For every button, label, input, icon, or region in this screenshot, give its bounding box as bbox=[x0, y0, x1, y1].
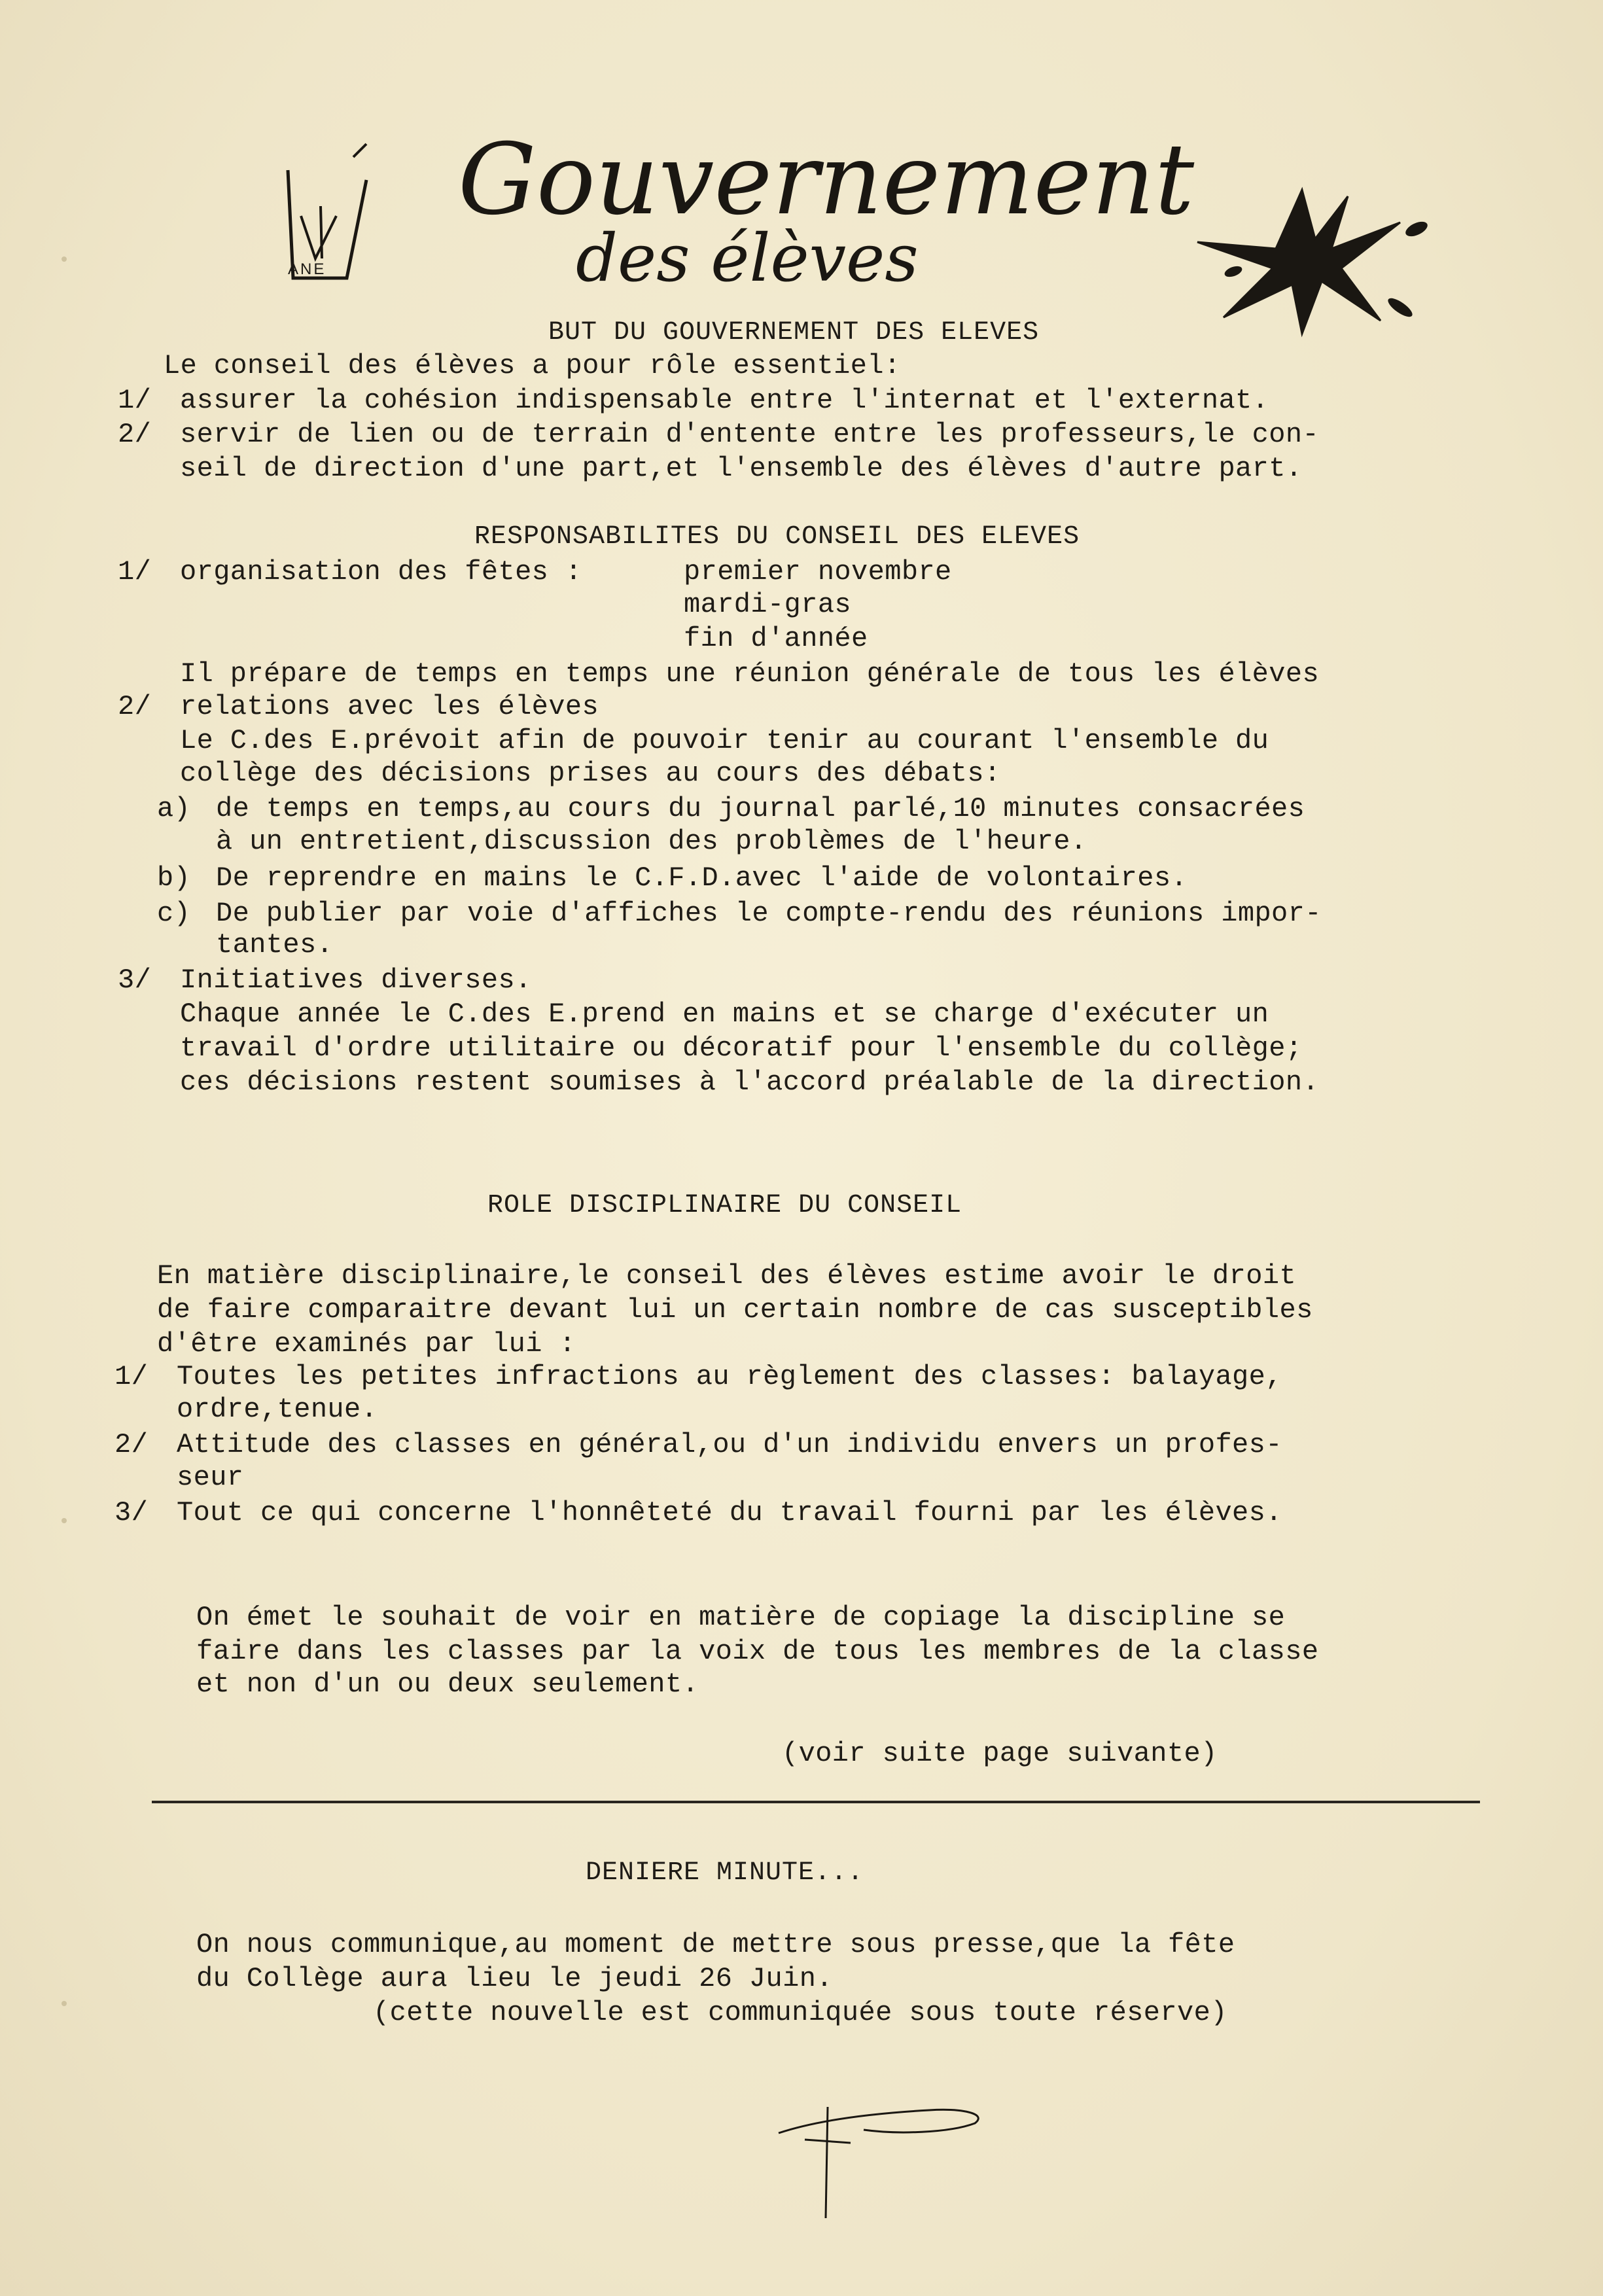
star-drawing bbox=[1184, 177, 1433, 347]
discipline-wish: et non d'un ou deux seulement. bbox=[196, 1669, 699, 1700]
resp-item-3-number: 3/ bbox=[118, 964, 152, 996]
discipline-item-2-line: Attitude des classes en général,ou d'un individu envers un profes- bbox=[177, 1429, 1282, 1460]
resp-item-2-number: 2/ bbox=[118, 691, 152, 722]
goal-item-1-line: assurer la cohésion indispensable entre l'internat et l'externat. bbox=[180, 385, 1269, 416]
section-discipline-heading: ROLE DISCIPLINAIRE DU CONSEIL bbox=[487, 1191, 962, 1220]
section-goal-heading: BUT DU GOUVERNEMENT DES ELEVES bbox=[548, 318, 1040, 347]
discipline-intro: d'être examinés par lui : bbox=[157, 1328, 576, 1360]
subitem-b-line: De reprendre en mains le C.F.D.avec l'aide de volontaires. bbox=[216, 862, 1188, 894]
subitem-b-letter: b) bbox=[157, 862, 191, 894]
subitem-a-line: de temps en temps,au cours du journal parlé,10 minutes consacrées bbox=[216, 793, 1305, 824]
signature-flourish bbox=[766, 2094, 1001, 2225]
goal-item-2-line: seil de direction d'une part,et l'ensemble des élèves d'autre part. bbox=[180, 453, 1303, 484]
resp-item-1-number: 1/ bbox=[118, 556, 152, 588]
resp-item-2-label: relations avec les élèves bbox=[180, 691, 599, 722]
resp-item-3-text: Chaque année le C.des E.prend en mains et se charge d'exécuter un bbox=[180, 998, 1269, 1030]
fete-item: premier novembre bbox=[684, 556, 952, 588]
discipline-item-1-number: 1/ bbox=[114, 1361, 149, 1392]
last-minute-line: On nous communique,au moment de mettre sous presse,que la fête bbox=[196, 1929, 1235, 1960]
last-minute-heading: DENIERE MINUTE... bbox=[586, 1858, 864, 1888]
discipline-intro: de faire comparaitre devant lui un certain nombre de cas susceptibles bbox=[157, 1294, 1313, 1326]
subitem-c-line: De publier par voie d'affiches le compte-rendu des réunions impor- bbox=[216, 898, 1322, 929]
resp-item-3-text: ces décisions restent soumises à l'accord préalable de la direction. bbox=[180, 1067, 1320, 1098]
subitem-a-letter: a) bbox=[157, 793, 191, 824]
resp-item-3-text: travail d'ordre utilitaire ou décoratif pour l'ensemble du collège; bbox=[180, 1033, 1303, 1064]
goal-item-1-number: 1/ bbox=[118, 385, 152, 416]
discipline-item-3-line: Tout ce qui concerne l'honnêteté du travail fourni par les élèves. bbox=[177, 1497, 1282, 1528]
punch-hole-bottom bbox=[62, 2001, 67, 2006]
goal-item-2-line: servir de lien ou de terrain d'entente entre les professeurs,le con- bbox=[180, 419, 1320, 450]
masthead-subtitle: des élèves bbox=[576, 220, 919, 296]
resp-item-1-label: organisation des fêtes : bbox=[180, 556, 582, 588]
discipline-intro: En matière disciplinaire,le conseil des élèves estime avoir le droit bbox=[157, 1260, 1297, 1292]
resp-item-3-label: Initiatives diverses. bbox=[180, 964, 532, 996]
resp-item-2-text: Le C.des E.prévoit afin de pouvoir tenir au courant l'ensemble du bbox=[180, 725, 1269, 756]
section-goal-intro: Le conseil des élèves a pour rôle essentiel: bbox=[164, 350, 901, 381]
goal-item-2-number: 2/ bbox=[118, 419, 152, 450]
logo-text: ANE bbox=[288, 260, 326, 278]
section-divider bbox=[152, 1801, 1480, 1803]
discipline-item-1-line: Toutes les petites infractions au règlement des classes: balayage, bbox=[177, 1361, 1282, 1392]
subitem-c-letter: c) bbox=[157, 898, 191, 929]
continued-note: (voir suite page suivante) bbox=[782, 1738, 1218, 1769]
discipline-wish: faire dans les classes par la voix de tous les membres de la classe bbox=[196, 1636, 1319, 1667]
discipline-wish: On émet le souhait de voir en matière de copiage la discipline se bbox=[196, 1602, 1286, 1633]
punch-hole-middle bbox=[62, 1518, 67, 1523]
discipline-item-3-number: 3/ bbox=[114, 1497, 149, 1528]
fete-item: fin d'année bbox=[684, 623, 868, 654]
subitem-a-line: à un entretient,discussion des problèmes de l'heure. bbox=[216, 826, 1087, 857]
last-minute-note: (cette nouvelle est communiquée sous toute réserve) bbox=[373, 1997, 1227, 2028]
section-responsibilities-heading: RESPONSABILITES DU CONSEIL DES ELEVES bbox=[474, 522, 1080, 552]
discipline-item-2-number: 2/ bbox=[114, 1429, 149, 1460]
resp-item-1-note: Il prépare de temps en temps une réunion générale de tous les élèves bbox=[180, 658, 1320, 690]
last-minute-line: du Collège aura lieu le jeudi 26 Juin. bbox=[196, 1963, 833, 1994]
resp-item-2-text: collège des décisions prises au cours des débats: bbox=[180, 758, 1001, 789]
punch-hole-top bbox=[62, 256, 67, 262]
discipline-item-2-line: seur bbox=[177, 1462, 244, 1493]
masthead-title: Gouvernement bbox=[458, 123, 1195, 237]
subitem-c-line: tantes. bbox=[216, 929, 334, 961]
discipline-item-1-line: ordre,tenue. bbox=[177, 1394, 378, 1425]
fete-item: mardi-gras bbox=[684, 589, 852, 620]
